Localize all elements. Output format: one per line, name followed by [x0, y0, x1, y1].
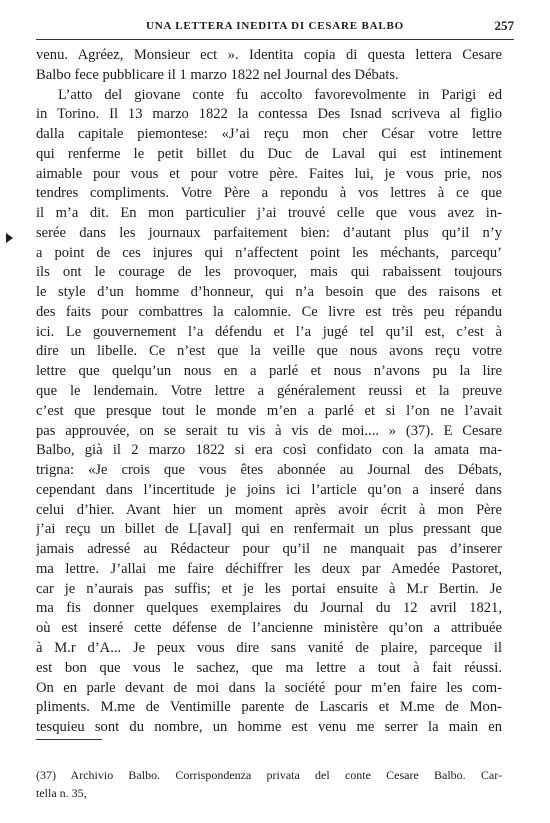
header-rule	[36, 39, 514, 40]
footnote-rule	[36, 739, 102, 740]
body-text	[36, 46, 502, 738]
text-line: Balbo, già il 2 marzo 1822 si era così confidato con la amata ma-	[36, 442, 502, 459]
text-line: jamais adressé au Rédacteur pour qu’il ne manquait pas d’inserer	[36, 541, 502, 558]
text-line: à M.r d’A... Je peux vous dire sans vanité de plaire, parceque il	[36, 639, 502, 656]
text-line: serée dans les journaux parfaitement bien: d’autant plus qu’il n’y	[36, 224, 502, 241]
text-line: qui renferme le petit billet du Duc de Laval qui est intinement	[36, 145, 502, 162]
text-line: pas approuvée, on se serait tu vis à vis de moi.... » (37). E Cesare	[36, 422, 502, 439]
text-line: in Torino. Il 13 marzo 1822 la contessa Des Isnad scriveva al figlio	[36, 106, 502, 123]
text-line: que le lendemain. Votre lettre a généralement reussi et la preuve	[36, 383, 502, 400]
text-line: est bon que vous le sachez, que ma lettre a tout à fait réussi.	[36, 659, 502, 676]
margin-pointer-mark	[6, 232, 13, 244]
footnote-line: (37) Archivio Balbo. Corrispondenza privata del conte Cesare Balbo. Car-	[36, 768, 502, 782]
text-line: venu. Agréez, Monsieur ect ». Identita copia di questa lettera Cesare	[36, 47, 502, 63]
text-line: il m’a dit. En mon particulier j’ai trouvé celle que vous avez in-	[36, 205, 502, 222]
running-title: UNA LETTERA INEDITA DI CESARE BALBO	[146, 20, 404, 32]
page-number: 257	[494, 18, 514, 33]
text-line: j’ai reçu un billet de L[aval] qui en renfermait un plus pressant que	[36, 521, 502, 538]
text-line: pliments. M.me de Ventimille parente de Lascaris et M.me de Mon-	[36, 699, 502, 716]
text-line: où est inseré cette défense de l’ancienne ministère qu’on a attribuée	[36, 620, 502, 637]
text-line: dalla capitale piemontese: «J’ai reçu mon cher César votre lettre	[36, 126, 502, 143]
footnote-line: tella n. 35,	[36, 786, 87, 800]
text-line: car je n’aurais pas suffis; et je les portai ensuite à M.r Bertin. Je	[36, 580, 502, 597]
text-line: cependant dans l’incertitude je joins ici l’article qu’on a inseré dans	[36, 481, 502, 498]
text-line: c’est que presque tout le monde m’en a parlé et si l’on ne l’avait	[36, 402, 502, 419]
text-line: On en parle devant de moi dans la société pour m’en faire les com-	[36, 679, 502, 696]
text-line: ma lettre. J’allai me faire déchiffrer les deux par Amedée Pastoret,	[36, 560, 502, 577]
text-line: aimable pour vous et pour votre père. Faites lui, je vous prie, nos	[36, 165, 502, 182]
text-line: ici. Le gouvernement l’a défendu et l’a jugé tel qu’il est, c’est à	[36, 323, 502, 340]
text-line: celui d’hier. Avant hier un moment après avoir écrit à mon Père	[36, 501, 502, 518]
text-line: Balbo fece pubblicare il 1 marzo 1822 nel Journal des Débats.	[36, 66, 399, 83]
text-line: trigna: «Je crois que vous êtes abonnée au Journal des Débats,	[36, 462, 502, 479]
text-line: tesquieu sont du nombre, un homme est venu me serrer la main en	[36, 719, 502, 736]
text-line: lettre que quelqu’un nous en a parlé et nous n’avons pu la lire	[36, 363, 502, 380]
text-line: L’atto del giovane conte fu accolto favorevolmente in Parigi ed	[58, 86, 502, 103]
text-line: ma fis donner quelques exemplaires du Journal du 12 avril 1821,	[36, 600, 502, 617]
footnote	[36, 766, 502, 802]
text-line: dire un libelle. Ce n’est que la veille que nous avons reçu votre	[36, 343, 502, 360]
text-line: ils ont le courage de les provoquer, mais qui rabaissent toujours	[36, 264, 502, 281]
text-line: tendres compliments. Votre Père a repondu à vos lettres à ce que	[36, 185, 502, 202]
text-line: le style d’un homme d’honneur, qui n’a besoin que des raisons et	[36, 284, 502, 301]
text-line: a point de ces injures qui n’affectent point les méchants, parcequ’	[36, 244, 502, 261]
running-header	[36, 18, 514, 36]
text-line: des faits pour combattres la calomnie. Ce livre est très peu répandu	[36, 303, 502, 320]
